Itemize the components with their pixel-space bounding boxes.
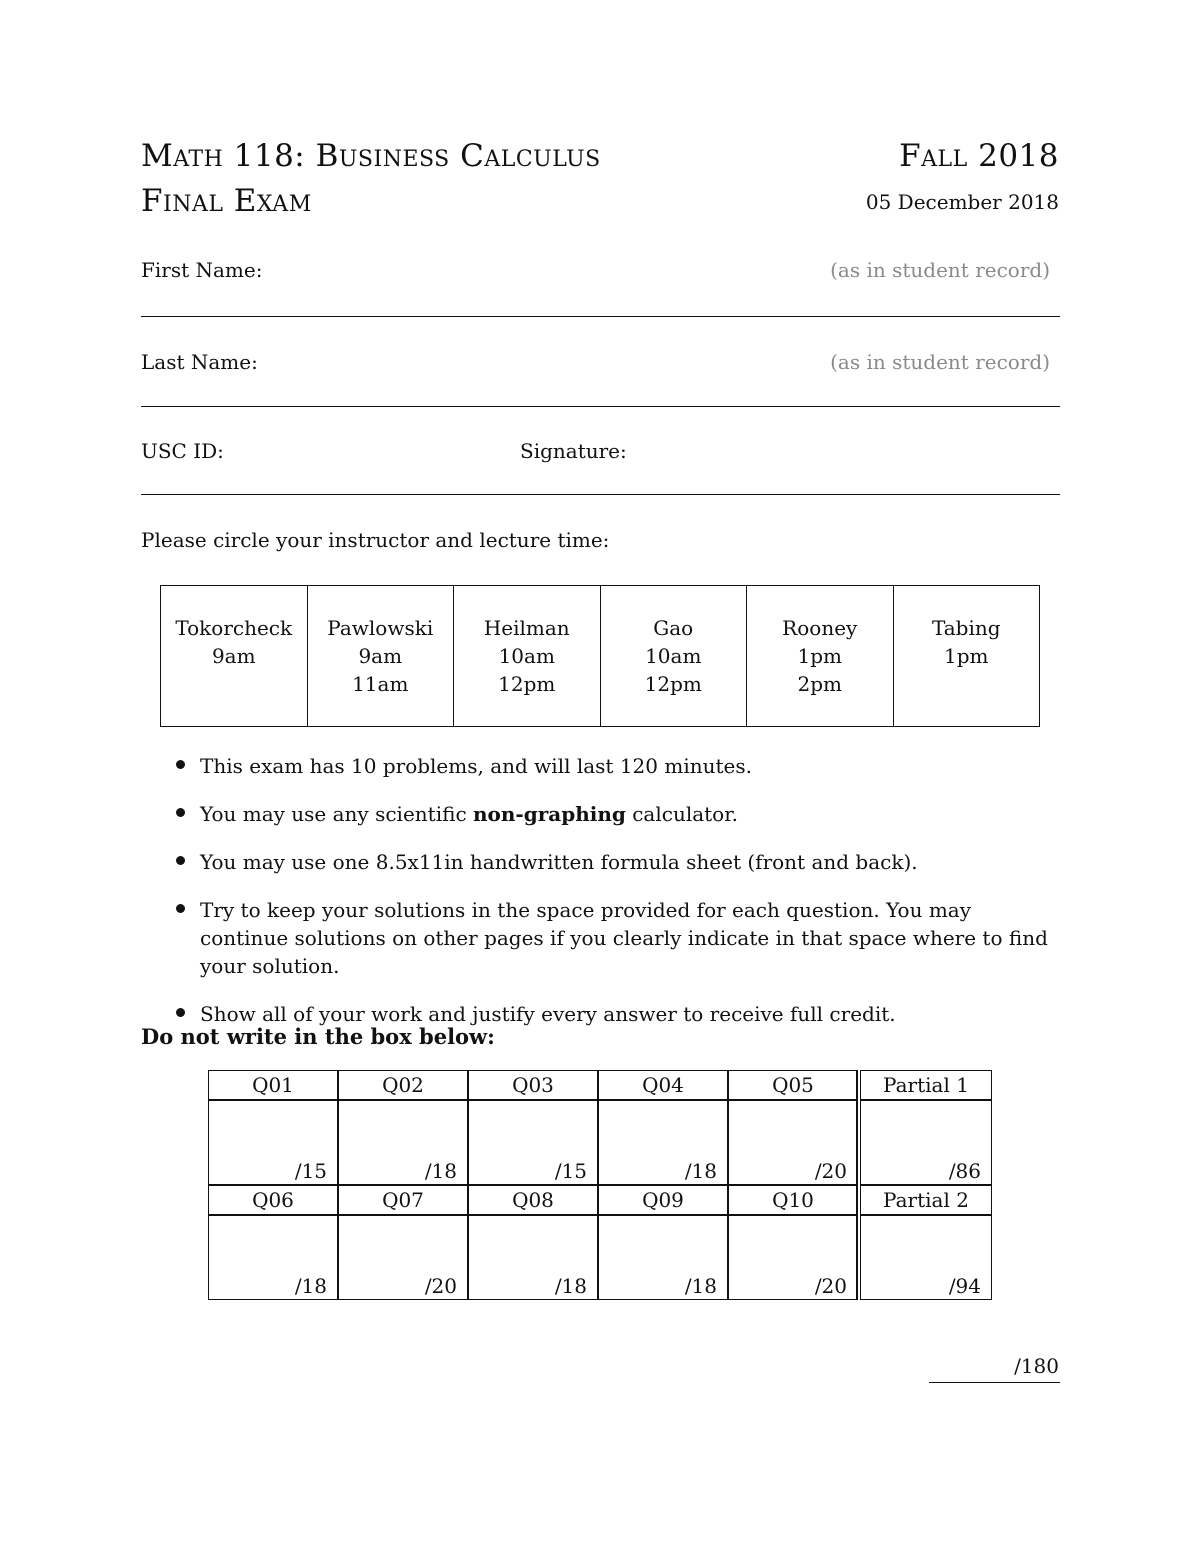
instructor-table bbox=[160, 585, 1040, 727]
instructor-name: Gao bbox=[653, 616, 694, 640]
instructor-cell-rooney[interactable] bbox=[747, 586, 894, 727]
partial-cell-header bbox=[860, 1070, 992, 1100]
last-name-label: Last Name: bbox=[141, 350, 258, 374]
instructor-cell-heilman[interactable] bbox=[454, 586, 601, 727]
max-points: /94 bbox=[948, 1274, 981, 1298]
lecture-time: 10am bbox=[498, 644, 555, 668]
instructor-cell-tabing[interactable] bbox=[893, 586, 1040, 727]
max-points: /20 bbox=[424, 1274, 457, 1298]
max-points: /86 bbox=[948, 1159, 981, 1183]
total-score-line bbox=[929, 1382, 1060, 1383]
instruction-item bbox=[176, 752, 1060, 780]
signature-label: Signature: bbox=[520, 439, 627, 463]
partial-cell-header bbox=[860, 1185, 992, 1215]
question-cell-score-area[interactable] bbox=[468, 1215, 598, 1300]
question-cell-header bbox=[728, 1070, 858, 1100]
score-label: Q04 bbox=[642, 1073, 684, 1097]
max-points: /18 bbox=[294, 1274, 327, 1298]
instruction-text: You may use one 8.5x11in handwritten formula sheet (front and back). bbox=[200, 850, 918, 874]
score-label: Q10 bbox=[772, 1188, 814, 1212]
instructor-prompt: Please circle your instructor and lecture time: bbox=[141, 528, 610, 552]
lecture-time: 12pm bbox=[498, 672, 556, 696]
instruction-text: Try to keep your solutions in the space provided for each question. You may continue solutions on other pages if you clearly indicate in that space where to find your solution. bbox=[200, 898, 1048, 978]
term: Fall 2018 bbox=[899, 138, 1059, 174]
question-cell-header bbox=[598, 1070, 728, 1100]
lecture-time: 2pm bbox=[797, 672, 842, 696]
max-points: /20 bbox=[814, 1159, 847, 1183]
first-name-field[interactable] bbox=[141, 316, 1060, 317]
question-cell-score-area[interactable] bbox=[208, 1215, 338, 1300]
partial-cell-score-area[interactable] bbox=[860, 1215, 992, 1300]
instructor-name: Pawlowski bbox=[327, 616, 434, 640]
partial-cell-score-area[interactable] bbox=[860, 1100, 992, 1185]
question-cell-score-area[interactable] bbox=[338, 1100, 468, 1185]
bullet-icon bbox=[176, 760, 185, 769]
exam-title: Final Exam bbox=[141, 183, 312, 219]
instructor-name: Rooney bbox=[782, 616, 858, 640]
question-cell-score-area[interactable] bbox=[468, 1100, 598, 1185]
instructions-list bbox=[176, 752, 1060, 1048]
instruction-text: You may use any scientific bbox=[200, 802, 473, 826]
score-label: Q08 bbox=[512, 1188, 554, 1212]
question-cell-header bbox=[338, 1070, 468, 1100]
instructor-cell-tokorcheck[interactable] bbox=[161, 586, 308, 727]
instructor-name: Tokorcheck bbox=[175, 616, 293, 640]
bullet-icon bbox=[176, 1008, 185, 1017]
score-label: Partial 1 bbox=[883, 1073, 969, 1097]
usc-id-signature-field[interactable] bbox=[141, 494, 1060, 495]
instruction-item bbox=[176, 800, 1060, 828]
instruction-item bbox=[176, 896, 1060, 980]
usc-id-label: USC ID: bbox=[141, 439, 224, 463]
question-cell-score-area[interactable] bbox=[598, 1215, 728, 1300]
question-cell-score-area[interactable] bbox=[208, 1100, 338, 1185]
question-cell-header bbox=[598, 1185, 728, 1215]
total-score: /180 bbox=[1014, 1354, 1059, 1378]
lecture-time: 9am bbox=[358, 644, 403, 668]
question-cell-header bbox=[208, 1185, 338, 1215]
exam-date: 05 December 2018 bbox=[865, 190, 1059, 214]
question-cell-score-area[interactable] bbox=[598, 1100, 728, 1185]
question-cell-header bbox=[208, 1070, 338, 1100]
instruction-text: Show all of your work and justify every answer to receive full credit. bbox=[200, 1002, 896, 1026]
question-cell-header bbox=[468, 1185, 598, 1215]
last-name-field[interactable] bbox=[141, 406, 1060, 407]
last-name-hint: (as in student record) bbox=[830, 350, 1050, 374]
score-label: Partial 2 bbox=[883, 1188, 969, 1212]
max-points: /20 bbox=[814, 1274, 847, 1298]
instruction-item bbox=[176, 848, 1060, 876]
score-label: Q01 bbox=[252, 1073, 294, 1097]
max-points: /15 bbox=[554, 1159, 587, 1183]
question-cell-header bbox=[468, 1070, 598, 1100]
score-grid bbox=[208, 1070, 992, 1299]
score-label: Q03 bbox=[512, 1073, 554, 1097]
question-cell-score-area[interactable] bbox=[728, 1100, 858, 1185]
max-points: /18 bbox=[554, 1274, 587, 1298]
instructor-cell-gao[interactable] bbox=[600, 586, 747, 727]
instruction-emphasis: non-graphing bbox=[473, 802, 626, 826]
instruction-text: calculator. bbox=[625, 802, 738, 826]
bullet-icon bbox=[176, 856, 185, 865]
score-label: Q07 bbox=[382, 1188, 424, 1212]
first-name-label: First Name: bbox=[141, 258, 263, 282]
lecture-time: 10am bbox=[645, 644, 702, 668]
max-points: /18 bbox=[684, 1274, 717, 1298]
instruction-text: This exam has 10 problems, and will last 120 minutes. bbox=[200, 754, 752, 778]
first-name-hint: (as in student record) bbox=[830, 258, 1050, 282]
max-points: /15 bbox=[294, 1159, 327, 1183]
score-label: Q05 bbox=[772, 1073, 814, 1097]
partial-divider bbox=[856, 1070, 857, 1299]
question-cell-score-area[interactable] bbox=[338, 1215, 468, 1300]
score-label: Q02 bbox=[382, 1073, 424, 1097]
max-points: /18 bbox=[684, 1159, 717, 1183]
instructor-cell-pawlowski[interactable] bbox=[307, 586, 454, 727]
bullet-icon bbox=[176, 904, 185, 913]
score-label: Q06 bbox=[252, 1188, 294, 1212]
course-title: Math 118: Business Calculus bbox=[141, 138, 601, 174]
max-points: /18 bbox=[424, 1159, 457, 1183]
bullet-icon bbox=[176, 808, 185, 817]
question-cell-header bbox=[728, 1185, 858, 1215]
question-cell-score-area[interactable] bbox=[728, 1215, 858, 1300]
lecture-time: 1pm bbox=[944, 644, 989, 668]
lecture-time: 1pm bbox=[797, 644, 842, 668]
lecture-time: 12pm bbox=[644, 672, 702, 696]
lecture-time: 9am bbox=[211, 644, 256, 668]
instructor-name: Heilman bbox=[483, 616, 570, 640]
score-label: Q09 bbox=[642, 1188, 684, 1212]
score-box-title: Do not write in the box below: bbox=[141, 1024, 495, 1049]
lecture-time: 11am bbox=[352, 672, 409, 696]
question-cell-header bbox=[338, 1185, 468, 1215]
instructor-name: Tabing bbox=[931, 616, 1001, 640]
